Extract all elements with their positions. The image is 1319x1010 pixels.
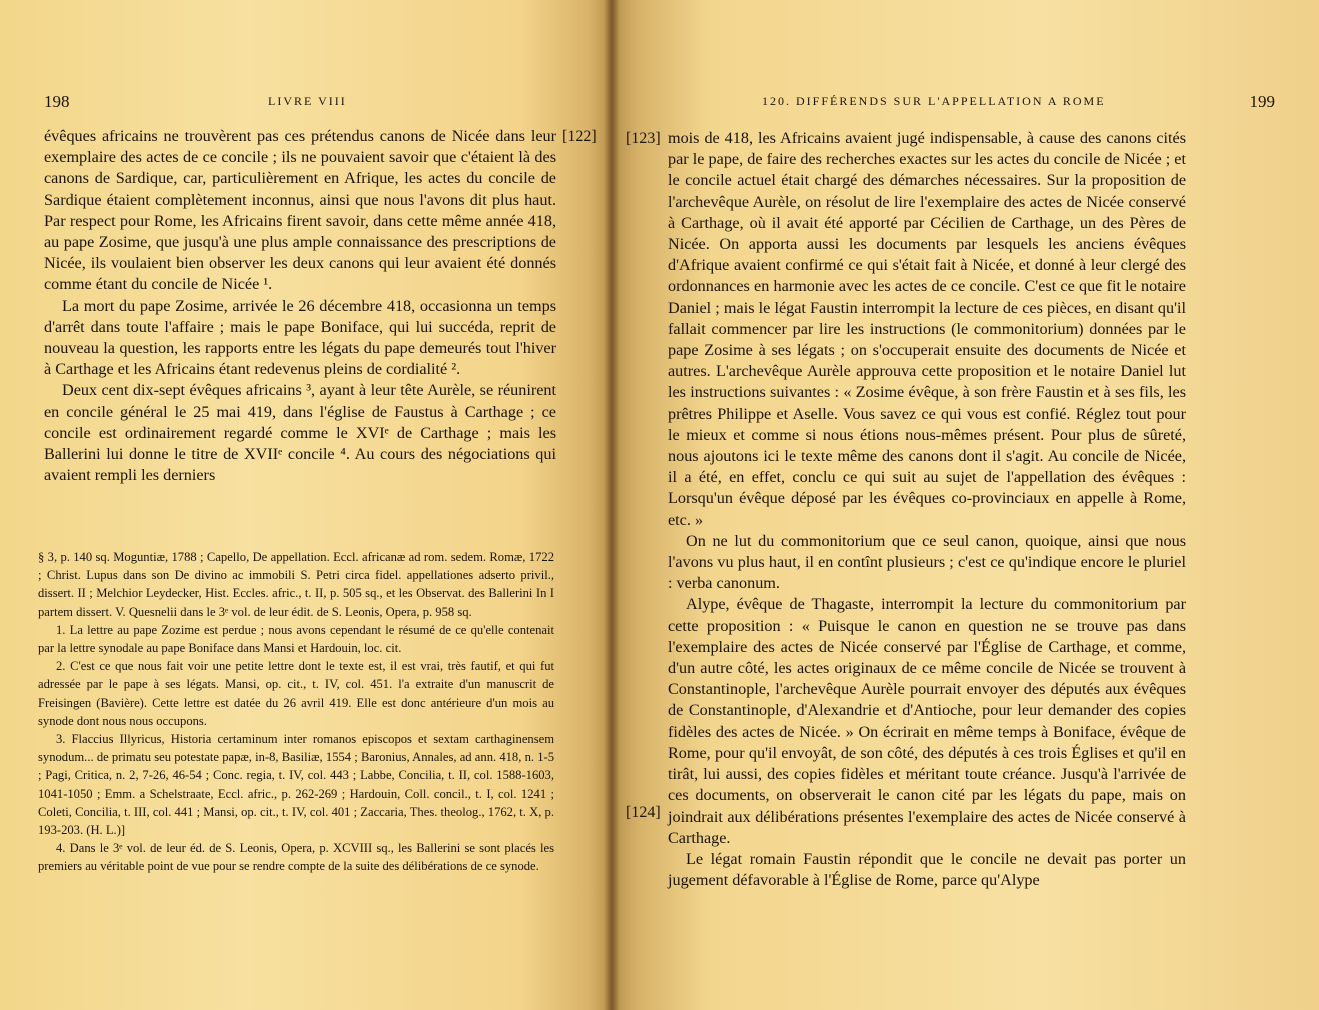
margin-mark-124: [124] <box>626 804 661 821</box>
book-gutter <box>604 0 620 1010</box>
right-page <box>612 0 1319 1010</box>
margin-mark-122: [122] <box>562 128 597 145</box>
left-page <box>0 0 612 1010</box>
running-head-left: LIVRE VIII <box>268 94 347 108</box>
paragraph: Alype, évêque de Thagaste, interrompit la lecture du commonitorium par cette proposition : « Puisque le canon en question ne se trouve pas dans l'exemplaire des actes de Nicée conservé par l'Église de Carthage, et comme, d'un autre côté, les actes originaux de ce même concile de Nicée se trouvent à Constantinople, l'archevêque Aurèle pourrait envoyer des députés aux évêques de Constantinople, d'Alexandrie et d'Antioche, pour leur demander des copies fidèles des actes de Nicée. » On écrirait en même temps à Boniface, évêque de Rome, pour qu'il envoyât, de son côté, des députés à ces trois Églises et qu'il en tirât, lui aussi, des copies fidèles et méritant toute créance. Jusqu'à l'arrivée de ces documents, on observerait le canon cité par les légats du pape, mais on joindrait aux délibérations présentes l'exemplaire des actes de Nicée conservé à Carthage. <box>668 595 1186 847</box>
paragraph: Deux cent dix-sept évêques africains ³, ayant à leur tête Aurèle, se réunirent en concile général le 25 mai 419, dans l'église de Faustus à Carthage ; ce concile est ordinairement regardé comme le XVIᵉ de Carthage ; mais les Ballerini lui donne le titre de XVIIᵉ concile ⁴. Au cours des négociations qui avaient rempli les derniers <box>44 381 556 485</box>
left-body-text <box>44 126 556 486</box>
page-number-left: 198 <box>44 92 70 111</box>
right-body-text <box>668 128 1186 891</box>
paragraph: mois de 418, les Africains avaient jugé indispensable, à cause des canons cités par le pape, de faire des recherches exactes sur les actes du concile de Nicée ; et le concile actuel était chargé des démarches nécessaires. Sur la proposition de l'archevêque Aurèle, on résolut de lire l'exemplaire des actes de Nicée conservé à Carthage, où il avait été apporté par Cécilien de Carthage, un des Pères de Nicée. On apporta aussi les documents par lesquels les anciens évêques d'Afrique avaient confirmé ce qui s'était fait à Nicée, et donné à leur clergé des ordonnances en harmonie avec les actes de ce concile. C'est ce que fit le notaire Daniel ; mais le légat Faustin interrompit la lecture de ces pièces, en disant qu'il fallait commencer par lire les instructions (le commonitorium) données par le pape Zosime à ses légats ; on s'occuperait ensuite des documents de Nicée et autres. L'archevêque Aurèle approuva cette proposition et le notaire Daniel lut les instructions suivantes : « Zosime évêque, à son frère Faustin et à ses fils, les prêtres Philippe et Aselle. Vous savez ce qui vous est confié. Réglez tout pour le mieux et comme si nous étions nous-mêmes présent. Pour plus de sûreté, nous ajoutons ici le texte même des canons dont il s'agit. Au concile de Nicée, il a été, en effet, conclu ce qui suit au sujet de l'appellation des évêques : Lorsqu'un évêque déposé par les évêques co-provinciaux en appelle à Rome, etc. » <box>668 129 1186 529</box>
page-number-right: 199 <box>1249 92 1275 111</box>
running-head-right: 120. DIFFÉRENDS SUR L'APPELLATION A ROME <box>762 94 1106 108</box>
paragraph: évêques africains ne trouvèrent pas ces prétendus canons de Nicée dans leur exemplaire des actes de ce concile ; ils ne pouvaient savoir que c'étaient là des canons de Sardique, car, particulièrement en Afrique, les actes du concile de Sardique étaient complètement inconnus, ainsi que nous l'avons dit plus haut. Par respect pour Rome, les Africains firent savoir, dans cette même année 418, au pape Zosime, que jusqu'à une plus ample connaissance des prescriptions de Nicée, ils voulaient bien observer les deux canons qui leur avaient été donnés comme étant du concile de Nicée ¹. <box>44 127 556 294</box>
footnote: 2. C'est ce que nous fait voir une petite lettre dont le texte est, il est vrai, très fautif, et qui fut adressée par le pape à ses légats. Mansi, op. cit., t. IV, col. 451. l'a extraite d'un manuscrit de Freisingen (Bavière). Cette lettre est datée du 26 avril 419. Elle est donc antérieure d'un mois au synode dont nous nous occupons. <box>38 659 554 728</box>
footnotes <box>38 548 554 876</box>
margin-mark-123: [123] <box>626 130 661 147</box>
paragraph: La mort du pape Zosime, arrivée le 26 décembre 418, occasionna un temps d'arrêt dans toute l'affaire ; mais le pape Boniface, qui lui succéda, reprit de nouveau la question, les rapports entre les légats du pape demeurés tout l'hiver à Carthage et les Africains étant redevenus pleins de cordialité ². <box>44 296 556 379</box>
footnote: 1. La lettre au pape Zozime est perdue ; nous avons cependant le résumé de ce qu'elle contenait par la lettre synodale au pape Boniface dans Mansi et Hardouin, loc. cit. <box>38 622 554 656</box>
footnote: 4. Dans le 3ᵉ vol. de leur éd. de S. Leonis, Opera, p. XCVIII sq., les Ballerini se sont placés les premiers au véritable point de vue pour se rendre compte de la suite des délibérations de ce synode. <box>38 841 554 874</box>
footnote: 3. Flaccius Illyricus, Historia certaminum inter romanos episcopos et sextam carthaginensem synodum... de primatu seu potestate papæ, in-8, Basiliæ, 1554 ; Baronius, Annales, ad ann. 418, n. 1-5 ; Pagi, Critica, n. 2, 7-26, 46-54 ; Conc. regia, t. IV, col. 443 ; Labbe, Concilia, t. II, col. 1588-1603, 1041-1050 ; Emm. a Schelstraate, Eccl. afric., p. 262-269 ; Hardouin, Coll. concil., t. I, col. 1241 ; Coleti, Concilia, t. III, col. 441 ; Mansi, op. cit., t. IV, col. 401 ; Zaccaria, Thes. theolog., 1762, t. X, p. 193-203. (H. L.)] <box>38 732 554 838</box>
paragraph: On ne lut du commonitorium que ce seul canon, quoique, ainsi que nous l'avons vu plus haut, il en contînt plusieurs ; c'est ce qu'indique encore le pluriel : verba canonum. <box>668 531 1186 593</box>
footnote: § 3, p. 140 sq. Moguntiæ, 1788 ; Capello, De appellation. Eccl. africanæ ad rom. sedem. Romæ, 1722 ; Christ. Lupus dans son De divino ac immobili S. Petri circa fidel. appellationes adserto privil., dissert. II ; Melchior Leydecker, Hist. Eccles. afric., t. II, p. 505 sq., et les Observat. des Ballerini In I partem dissert. V. Quesnelii dans le 3ᵉ vol. de leur édit. de S. Leonis, Opera, p. 958 sq. <box>38 550 554 619</box>
paragraph: Le légat romain Faustin répondit que le concile ne devait pas porter un jugement défavorable à l'Église de Rome, parce qu'Alype <box>668 849 1186 890</box>
